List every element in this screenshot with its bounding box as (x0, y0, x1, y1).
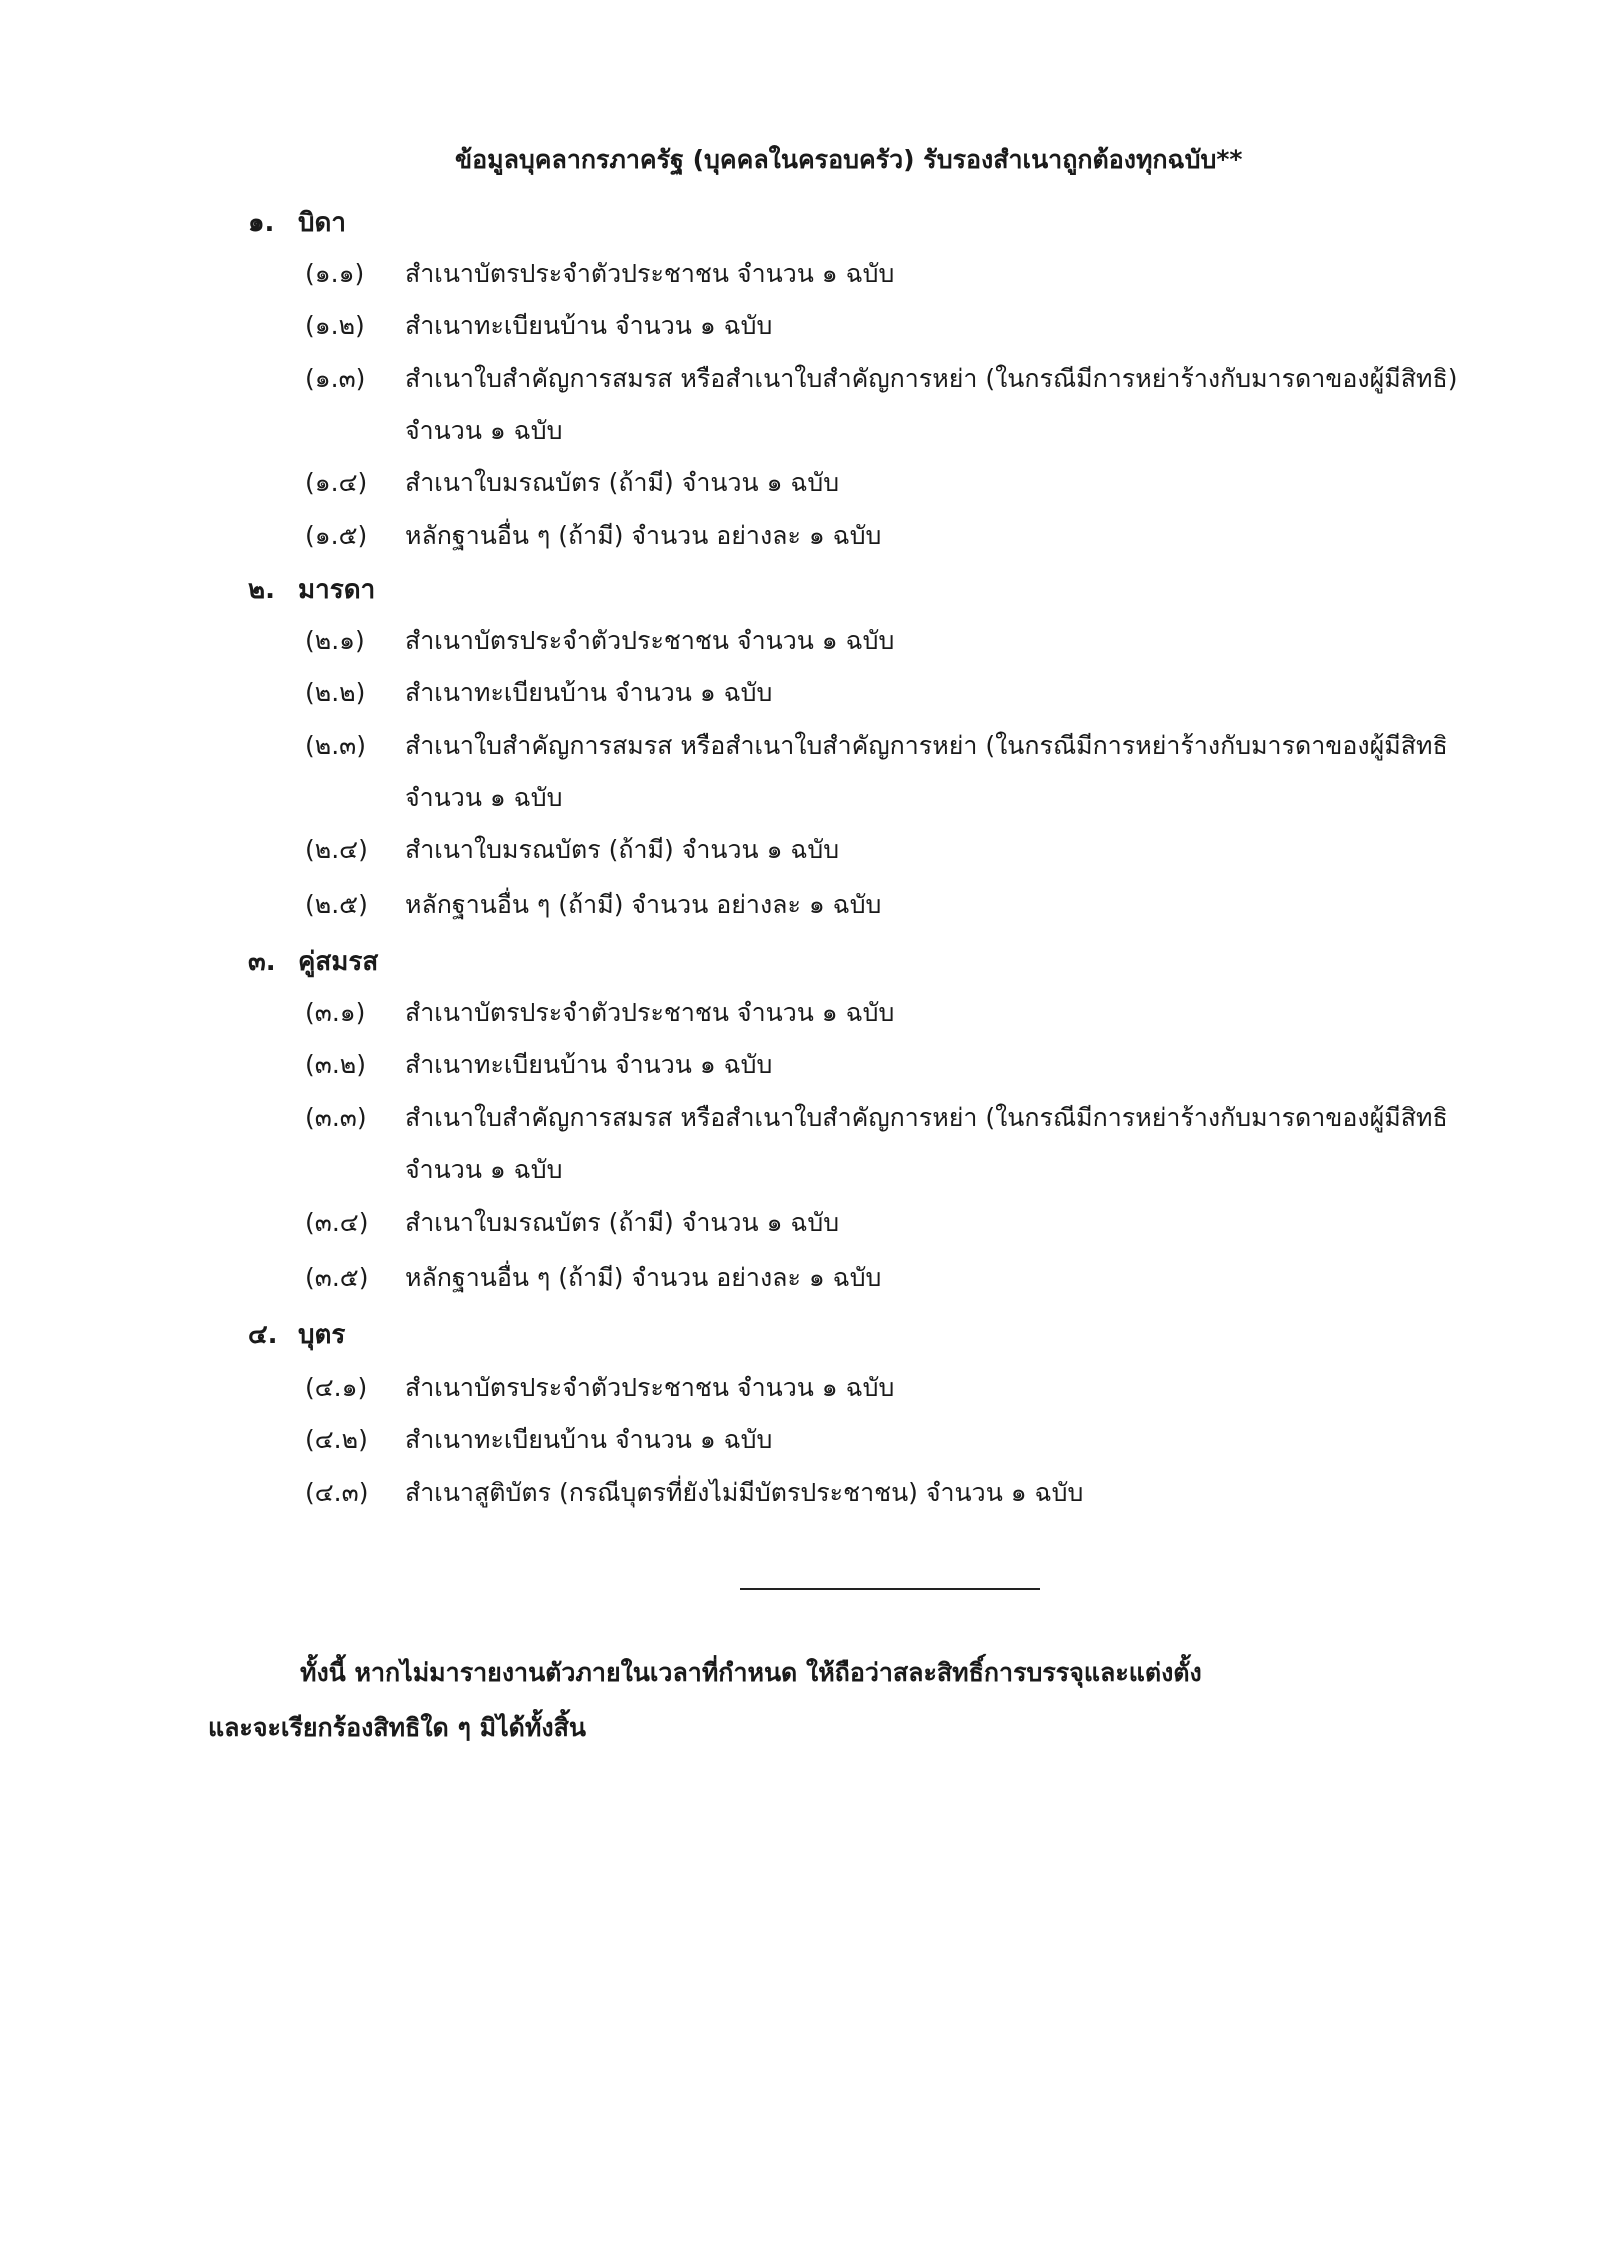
closing-paragraph (208, 1645, 1408, 1755)
item-text: สำเนาทะเบียนบ้าน จำนวน ๑ ฉบับ (405, 1425, 773, 1454)
list-item (305, 457, 1405, 509)
item-text: สำเนาใบมรณบัตร (ถ้ามี) จำนวน ๑ ฉบับ (405, 468, 840, 497)
item-text: สำเนาสูติบัตร (กรณีบุตรที่ยังไม่มีบัตรประชาชน) จำนวน ๑ ฉบับ (405, 1478, 1084, 1507)
list-item (305, 1197, 1405, 1249)
list-item (305, 1362, 1405, 1414)
list-item (305, 248, 1405, 300)
separator-line (740, 1588, 1040, 1590)
item-continuation: จำนวน ๑ ฉบับ (405, 416, 563, 445)
item-text: สำเนาทะเบียนบ้าน จำนวน ๑ ฉบับ (405, 1050, 773, 1079)
item-code: (๓.๑) (305, 998, 366, 1027)
list-item (305, 1467, 1405, 1519)
item-code: (๑.๓) (305, 364, 366, 393)
section-number: ๒. (248, 575, 276, 605)
item-code: (๓.๓) (305, 1103, 367, 1132)
section-label: มารดา (298, 575, 376, 605)
list-item (305, 300, 1405, 352)
section-title-father (248, 203, 346, 243)
item-text: สำเนาใบมรณบัตร (ถ้ามี) จำนวน ๑ ฉบับ (405, 1208, 840, 1237)
item-code: (๑.๒) (305, 311, 365, 340)
item-code: (๒.๔) (305, 835, 368, 864)
item-code: (๓.๕) (305, 1263, 369, 1292)
list-item (305, 510, 1405, 562)
list-item (305, 1252, 1405, 1304)
section-label: คู่สมรส (298, 947, 379, 977)
list-item (305, 353, 1458, 457)
item-code: (๑.๑) (305, 259, 365, 288)
item-code: (๒.๒) (305, 678, 366, 707)
list-item (305, 720, 1448, 824)
item-code: (๔.๓) (305, 1478, 369, 1507)
item-code: (๓.๒) (305, 1050, 367, 1079)
section-title-mother (248, 570, 375, 610)
item-code: (๒.๑) (305, 626, 365, 655)
section-title-spouse (248, 942, 378, 982)
item-text: สำเนาบัตรประจำตัวประชาชน จำนวน ๑ ฉบับ (405, 626, 895, 655)
item-code: (๔.๑) (305, 1373, 368, 1402)
section-title-children (248, 1315, 345, 1355)
item-text: สำเนาใบสำคัญการสมรส หรือสำเนาใบสำคัญการหย่า (ในกรณีมีการหย่าร้างกับมารดาของผู้มีสิทธิ) (405, 364, 1458, 393)
item-text: สำเนาบัตรประจำตัวประชาชน จำนวน ๑ ฉบับ (405, 1373, 895, 1402)
section-label: บุตร (298, 1320, 346, 1350)
list-item (305, 987, 1405, 1039)
item-text: สำเนาบัตรประจำตัวประชาชน จำนวน ๑ ฉบับ (405, 998, 895, 1027)
section-number: ๔. (248, 1320, 278, 1350)
item-text: สำเนาทะเบียนบ้าน จำนวน ๑ ฉบับ (405, 678, 773, 707)
list-item (305, 1414, 1405, 1466)
document-heading: ข้อมูลบุคลากรภาครัฐ (บุคคลในครอบครัว) รับรองสำเนาถูกต้องทุกฉบับ** (455, 145, 1243, 174)
item-text: หลักฐานอื่น ๆ (ถ้ามี) จำนวน อย่างละ ๑ ฉบับ (405, 521, 882, 550)
list-item (305, 879, 1405, 931)
item-code: (๒.๓) (305, 731, 367, 760)
item-text: หลักฐานอื่น ๆ (ถ้ามี) จำนวน อย่างละ ๑ ฉบับ (405, 890, 882, 919)
list-item (305, 1092, 1448, 1196)
item-continuation: จำนวน ๑ ฉบับ (405, 783, 563, 812)
closing-line-2: และจะเรียกร้องสิทธิใด ๆ มิได้ทั้งสิ้น (208, 1713, 586, 1742)
item-text: สำเนาใบมรณบัตร (ถ้ามี) จำนวน ๑ ฉบับ (405, 835, 840, 864)
item-code: (๓.๔) (305, 1208, 369, 1237)
item-continuation: จำนวน ๑ ฉบับ (405, 1155, 563, 1184)
item-text: สำเนาทะเบียนบ้าน จำนวน ๑ ฉบับ (405, 311, 773, 340)
section-number: ๑. (248, 208, 275, 238)
section-label: บิดา (298, 208, 346, 238)
item-text: สำเนาบัตรประจำตัวประชาชน จำนวน ๑ ฉบับ (405, 259, 895, 288)
item-code: (๒.๕) (305, 890, 368, 919)
item-text: สำเนาใบสำคัญการสมรส หรือสำเนาใบสำคัญการหย่า (ในกรณีมีการหย่าร้างกับมารดาของผู้มีสิทธิ (405, 731, 1448, 760)
item-text: หลักฐานอื่น ๆ (ถ้ามี) จำนวน อย่างละ ๑ ฉบับ (405, 1263, 882, 1292)
list-item (305, 615, 1405, 667)
closing-line-1: ทั้งนี้ หากไม่มารายงานตัวภายในเวลาที่กำหนด ให้ถือว่าสละสิทธิ์การบรรจุและแต่งตั้ง (300, 1658, 1202, 1687)
item-text: สำเนาใบสำคัญการสมรส หรือสำเนาใบสำคัญการหย่า (ในกรณีมีการหย่าร้างกับมารดาของผู้มีสิทธิ (405, 1103, 1448, 1132)
item-code: (๔.๒) (305, 1425, 368, 1454)
section-number: ๓. (248, 947, 276, 977)
item-code: (๑.๕) (305, 521, 368, 550)
item-code: (๑.๔) (305, 468, 368, 497)
list-item (305, 824, 1405, 876)
list-item (305, 1039, 1405, 1091)
list-item (305, 667, 1405, 719)
